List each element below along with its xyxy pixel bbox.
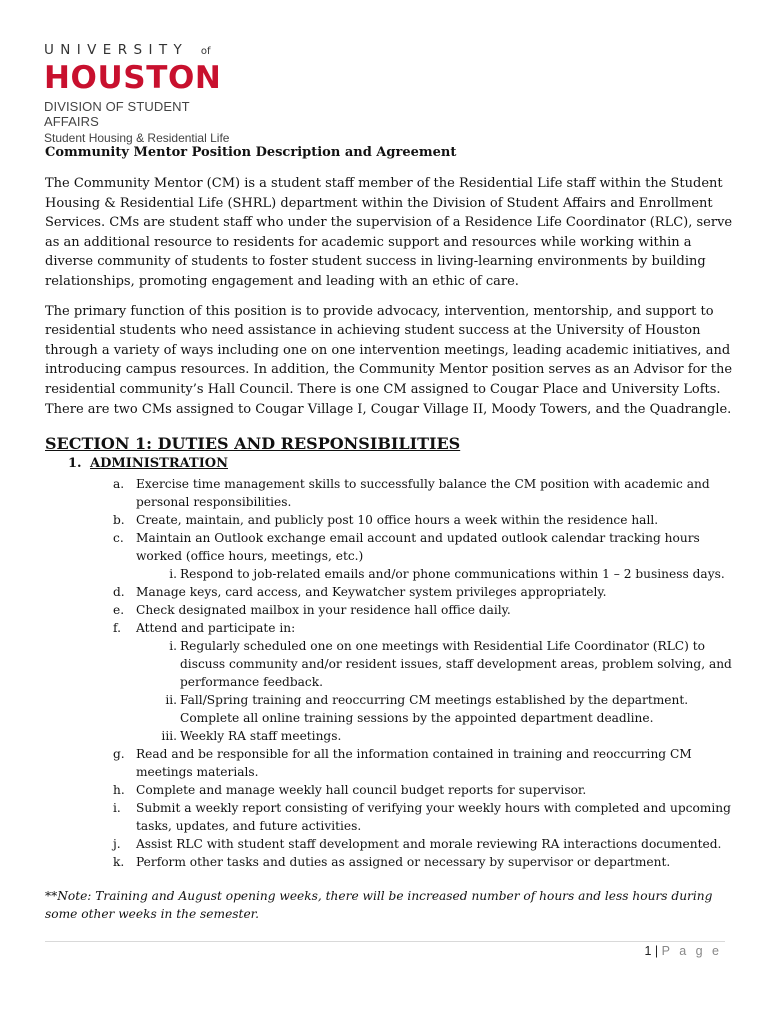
list-item: k. Perform other tasks and duties as assigned or necessary by supervisor or department. [113,855,671,870]
primary-function-paragraph: The primary function of this position is to provide advocacy, intervention, mentorship, and support to residential students who need assistance in achieving student success at the University of Houston through a variety of ways including one on one intervention meetings, leading academic initiatives, and introducing campus resources. In addition, the Community Mentor position serves as an Advisor for the residential community’s Hall Council. There is one CM assigned to Cougar Place and University Lofts. There are two CMs assigned to Cougar Village I, Cougar Village II, Moody Towers, and the Quadrangle. [45,303,733,417]
list-item: a. Exercise time management skills to successfully balance the CM position with academic and personal responsibilities. [113,477,710,510]
list-item: d. Manage keys, card access, and Keywatcher system privileges appropriately. [113,585,607,600]
list-subitem: iii. Weekly RA staff meetings. [161,729,342,744]
list-item: f. Attend and participate in: [113,621,296,636]
intro-paragraph: The Community Mentor (CM) is a student staff member of the Residential Life staff within the Student Housing & Residential Life (SHRL) department within the Division of Student Affairs and Enrollment Services. CMs are student staff who under the supervision of a Residence Life Coordinator (RLC), serve as an additional resource to residents for academic support and resources while working within a diverse community of students to foster student success in living-learning environments by building relationships, promoting engagement and leading with an ethic of care. [45,176,733,289]
list-item: h. Complete and manage weekly hall council budget reports for supervisor. [113,783,587,798]
subsection-title: ADMINISTRATION [90,456,228,472]
list-subitem: ii. Fall/Spring training and reoccurring CM meetings established by the department. Complete all online training sessions by the appointed department deadline. [165,693,689,726]
document-title: Community Mentor Position Description and Agreement [45,145,457,160]
logo-division-text: DIVISION OF STUDENT AFFAIRS [44,99,190,129]
list-item: c. Maintain an Outlook exchange email account and updated outlook calendar tracking hours worked (office hours, meetings, etc.) [113,531,700,564]
footnote: **Note: Training and August opening weeks, there will be increased number of hours and less hours during some other weeks in the semester. [45,889,713,922]
list-item: e. Check designated mailbox in your residence hall office daily. [113,603,511,618]
list-subitem: i. Regularly scheduled one on one meetings with Residential Life Coordinator (RLC) to discuss community and/or resident issues, staff development areas, problem solving, and performance feedback. [169,639,732,690]
logo-university-text: UNIVERSITY of [44,42,211,58]
page-footer [644,944,722,958]
list-item: i. Submit a weekly report consisting of verifying your weekly hours with completed and upcoming tasks, updates, and future activities. [113,801,731,834]
page-separator: | [654,944,659,958]
logo-department-text: Student Housing & Residential Life [44,131,230,145]
list-subitem: i. Respond to job-related emails and/or phone communications within 1 – 2 business days. [169,567,725,582]
list-item: b. Create, maintain, and publicly post 10 office hours a week within the residence hall. [113,513,659,528]
footer-divider [45,941,725,942]
subsection-number: 1. [68,456,82,472]
university-logo [44,42,244,145]
logo-houston-text: HOUSTON [44,60,222,96]
document-body [45,144,735,923]
page-label: P a g e [661,944,722,958]
page-number: 1 [644,944,652,958]
list-item: j. Assist RLC with student staff development and morale reviewing RA interactions documented. [113,837,722,852]
list-item: g. Read and be responsible for all the information contained in training and reoccurring CM meetings materials. [113,747,692,780]
subsection-heading [68,455,735,473]
section-heading: SECTION 1: DUTIES AND RESPONSIBILITIES [45,434,461,454]
duties-list [45,475,735,871]
